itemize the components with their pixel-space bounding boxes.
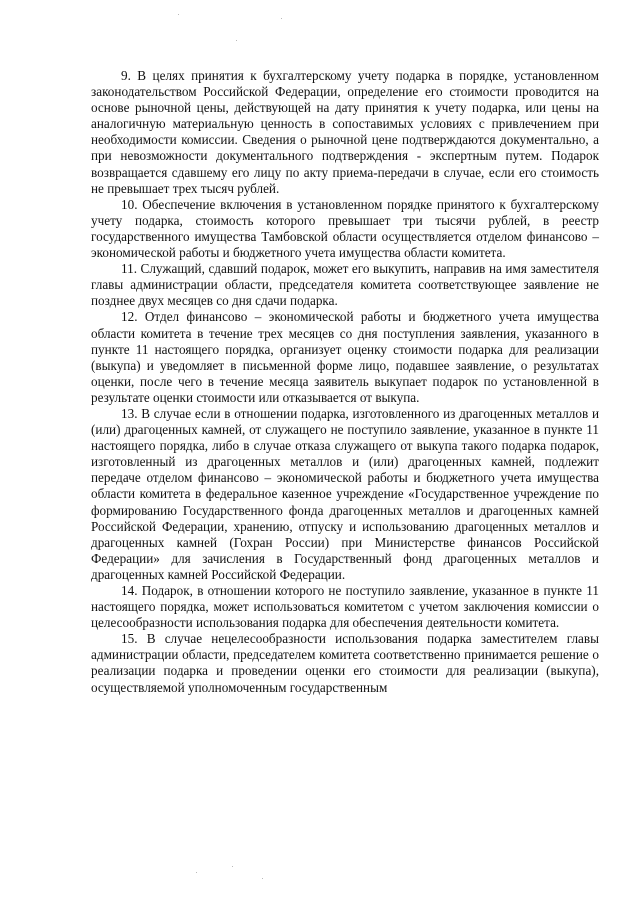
- scan-speck: [196, 872, 197, 873]
- paragraph-15: 15. В случае нецелесообразности использования подарка заместителем главы администрации области, председателем комитета соответственно принимается решение о реализации подарка и проведении оценки его стоимости для реализации (выкупа), осуществляемой уполномоченным государственным: [91, 631, 599, 695]
- scan-speck: [236, 40, 237, 41]
- paragraph-10: 10. Обеспечение включения в установленном порядке принятого к бухгалтерскому учету подарка, стоимость которого превышает три тысячи рублей, в реестр государственного имущества Тамбовской области осуществляется отделом финансово – экономической работы и бюджетного учета имущества области комитета.: [91, 196, 599, 261]
- paragraph-12: 12. Отдел финансово – экономической работы и бюджетного учета имущества области комитета в течение трех месяцев со дня поступления заявления, указанного в пункте 11 настоящего порядка, организует оценку стоимости подарка для реализации (выкупа) и уведомляет в письменной форме лицо, подавшее заявление, о результатах оценки, после чего в течение месяца заявитель выкупает подарок по установленной в результате оценки стоимости или отказывается от выкупа.: [91, 309, 599, 405]
- document-page: [91, 68, 599, 696]
- scan-speck: [262, 878, 263, 879]
- scan-speck: [178, 14, 179, 15]
- scan-speck: [232, 866, 233, 867]
- paragraph-13: 13. В случае если в отношении подарка, изготовленного из драгоценных металлов и (или) драгоценных камней, от служащего не поступило заявление, указанное в пункте 11 настоящего порядка, либо в случае отказа служащего от выкупа такого подарка подарок, изготовленный из драгоценных металлов и (или) драгоценных камней, подлежит передаче отделом финансово – экономической работы и бюджетного учета имущества области комитета в федеральное казенное учреждение «Государственное учреждение по формированию Государственного фонда драгоценных металлов и драгоценных камней Российской Федерации, хранению, отпуску и использованию драгоценных металлов и драгоценных камней (Гохран России) при Министерстве финансов Российской Федерации» для зачисления в Государственный фонд драгоценных металлов и драгоценных камней Российской Федерации.: [91, 405, 599, 582]
- paragraph-14: 14. Подарок, в отношении которого не поступило заявление, указанное в пункте 11 настоящего порядка, может использоваться комитетом с учетом заключения комиссии о целесообразности использования подарка для обеспечения деятельности комитета.: [91, 583, 599, 631]
- paragraph-9: 9. В целях принятия к бухгалтерскому учету подарка в порядке, установленном законодательством Российской Федерации, определение его стоимости проводится на основе рыночной цены, действующей на дату принятия к учету подарка, или цены на аналогичную материальную ценность в сопоставимых условиях с привлечением при необходимости комиссии. Сведения о рыночной цене подтверждаются документально, а при невозможности документального подтверждения - экспертным путем. Подарок возвращается сдавшему его лицу по акту приема-передачи в случае, если его стоимость не превышает трех тысяч рублей.: [91, 68, 599, 196]
- paragraph-11: 11. Служащий, сдавший подарок, может его выкупить, направив на имя заместителя главы администрации области, председателя комитета соответствующее заявление не позднее двух месяцев со дня сдачи подарка.: [91, 261, 599, 309]
- scan-speck: [281, 18, 282, 19]
